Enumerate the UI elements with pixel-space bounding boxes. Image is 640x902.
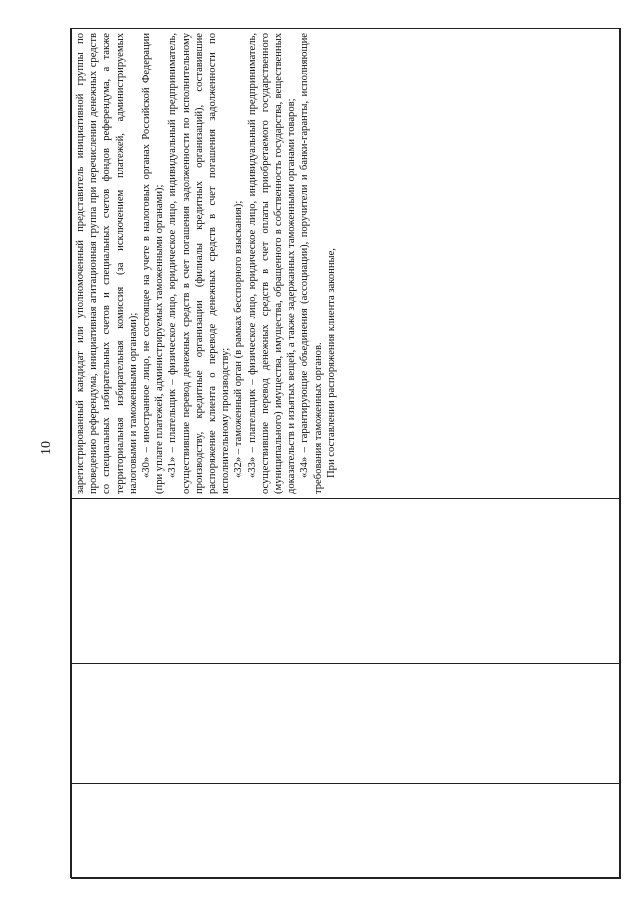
table-row (72, 29, 621, 879)
text-cell (72, 29, 621, 499)
paragraph: «32» – таможенный орган (в рамках бесспорного взыскания); (233, 200, 245, 478)
document-table (71, 28, 621, 879)
empty-cell-3 (72, 499, 621, 664)
paragraph: «34» – гарантирующие объединения (ассоциации), поручители и банки-гаранты, исполняющие требования таможенных органов. (299, 33, 324, 494)
empty-cell-1 (72, 784, 621, 879)
rotated-table-wrapper (71, 29, 621, 879)
paragraph: При составлении распоряжения клиента законные, (325, 248, 337, 478)
paragraph: «31» – плательщик – физическое лицо, юридическое лицо, индивидуальный предприниматель, осуществившие перевод денежных средств в счет погашения задолженности по исполнительному производству, кредитные организации (филиалы кредитных организаций), составившие распоряжение клиента о переводе денежных средств в счет погашения задолженности по исполнительному производству; (167, 33, 232, 494)
empty-cell-2 (72, 664, 621, 784)
paragraph: «30» – иностранное лицо, не состоящее на учете в налоговых органах Российской Федерации (при уплате платежей, администрируемых таможенными органами); (141, 33, 166, 494)
paragraph: зарегистрированный кандидат или уполномоченный представитель инициативной группы по проведению референдума, инициативная агитационная группа при перечислении денежных средств со специальных избирательных счетов и специальных счетов фондов референдума, а также территориальная избирательная комиссия (за исключением платежей, администрируемых налоговыми и таможенными органами); (75, 33, 139, 494)
page-number: 10 (39, 441, 54, 455)
document-table-frame (70, 28, 620, 878)
paragraph: «33» – плательщик – физическое лицо, юридическое лицо, индивидуальный предприниматель, осуществившие перевод денежных средств в счет оплаты приобретаемого государственного (муниципального) имущества, имущества, обращенного в собственность государства, вещественных доказательств и изъятых вещей, а также задержанных таможенными органами товаров; (246, 33, 298, 494)
